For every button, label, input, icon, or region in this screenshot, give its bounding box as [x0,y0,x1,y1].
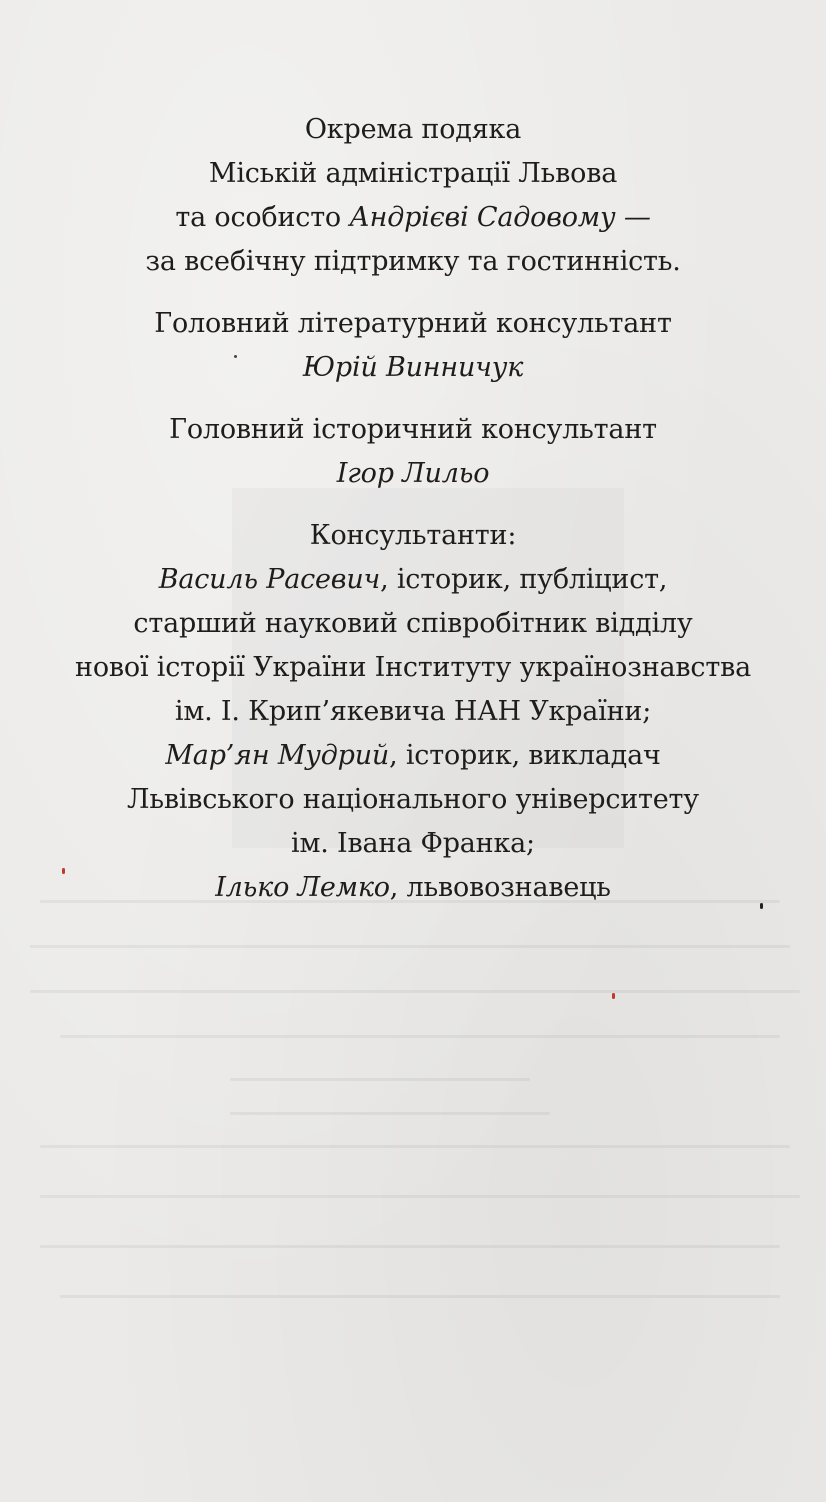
text-line [0,822,826,866]
text-fragment: ім. І. Крип’якевича НАН України; [174,696,652,727]
text-line [0,778,826,822]
text-fragment: ім. Івана Франка; [291,828,535,859]
text-fragment: Головний історичний консультант [169,414,657,445]
credit-block-thanks [0,108,826,284]
italic-name: Ілько Лемко [215,872,390,903]
text-line [0,240,826,284]
italic-name: Мар’ян Мудрий [165,740,390,771]
bleed-line [60,1035,780,1038]
bleed-line [40,1195,800,1198]
bleed-line [40,1145,790,1148]
text-line [0,734,826,778]
text-line [0,302,826,346]
text-fragment: Окрема подяка [304,114,522,145]
bleed-line [230,1112,550,1115]
text-fragment: за всебічну підтримку та гостинність. [145,246,681,277]
credit-block-literary-consultant [0,302,826,390]
text-line [0,690,826,734]
text-fragment: нової історії України Інституту українознавства [75,652,751,683]
text-line [0,152,826,196]
text-line [0,196,826,240]
text-fragment: Головний літературний консультант [154,308,672,339]
text-line [0,514,826,558]
text-line [0,108,826,152]
italic-name: Ігор Лильо [336,458,490,489]
text-line [0,452,826,496]
text-fragment: , історик, публіцист, [380,564,668,595]
text-line [0,646,826,690]
text-fragment: Львівського національного університету [127,784,699,815]
credit-block-historical-consultant [0,408,826,496]
text-fragment: , львовознавець [389,872,611,903]
text-fragment: Консультанти: [309,520,517,551]
italic-name: Андрієві Садовому — [349,202,651,233]
text-fragment: , історик, викладач [389,740,661,771]
bleed-line [40,1245,780,1248]
text-fragment: та особисто [175,202,350,233]
bleed-line [30,990,800,993]
credit-block-consultants [0,514,826,910]
bleed-line [230,1078,530,1081]
text-line [0,408,826,452]
credits-text [0,108,826,910]
bleed-line [30,945,790,948]
text-fragment: Міській адміністрації Львова [208,158,618,189]
italic-name: Юрій Винничук [302,352,524,383]
text-line [0,558,826,602]
italic-name: Василь Расевич [158,564,381,595]
text-line [0,866,826,910]
text-fragment: старший науковий співробітник відділу [133,608,693,639]
text-line [0,346,826,390]
bleed-line [60,1295,780,1298]
text-line [0,602,826,646]
ink-speck [612,993,615,999]
